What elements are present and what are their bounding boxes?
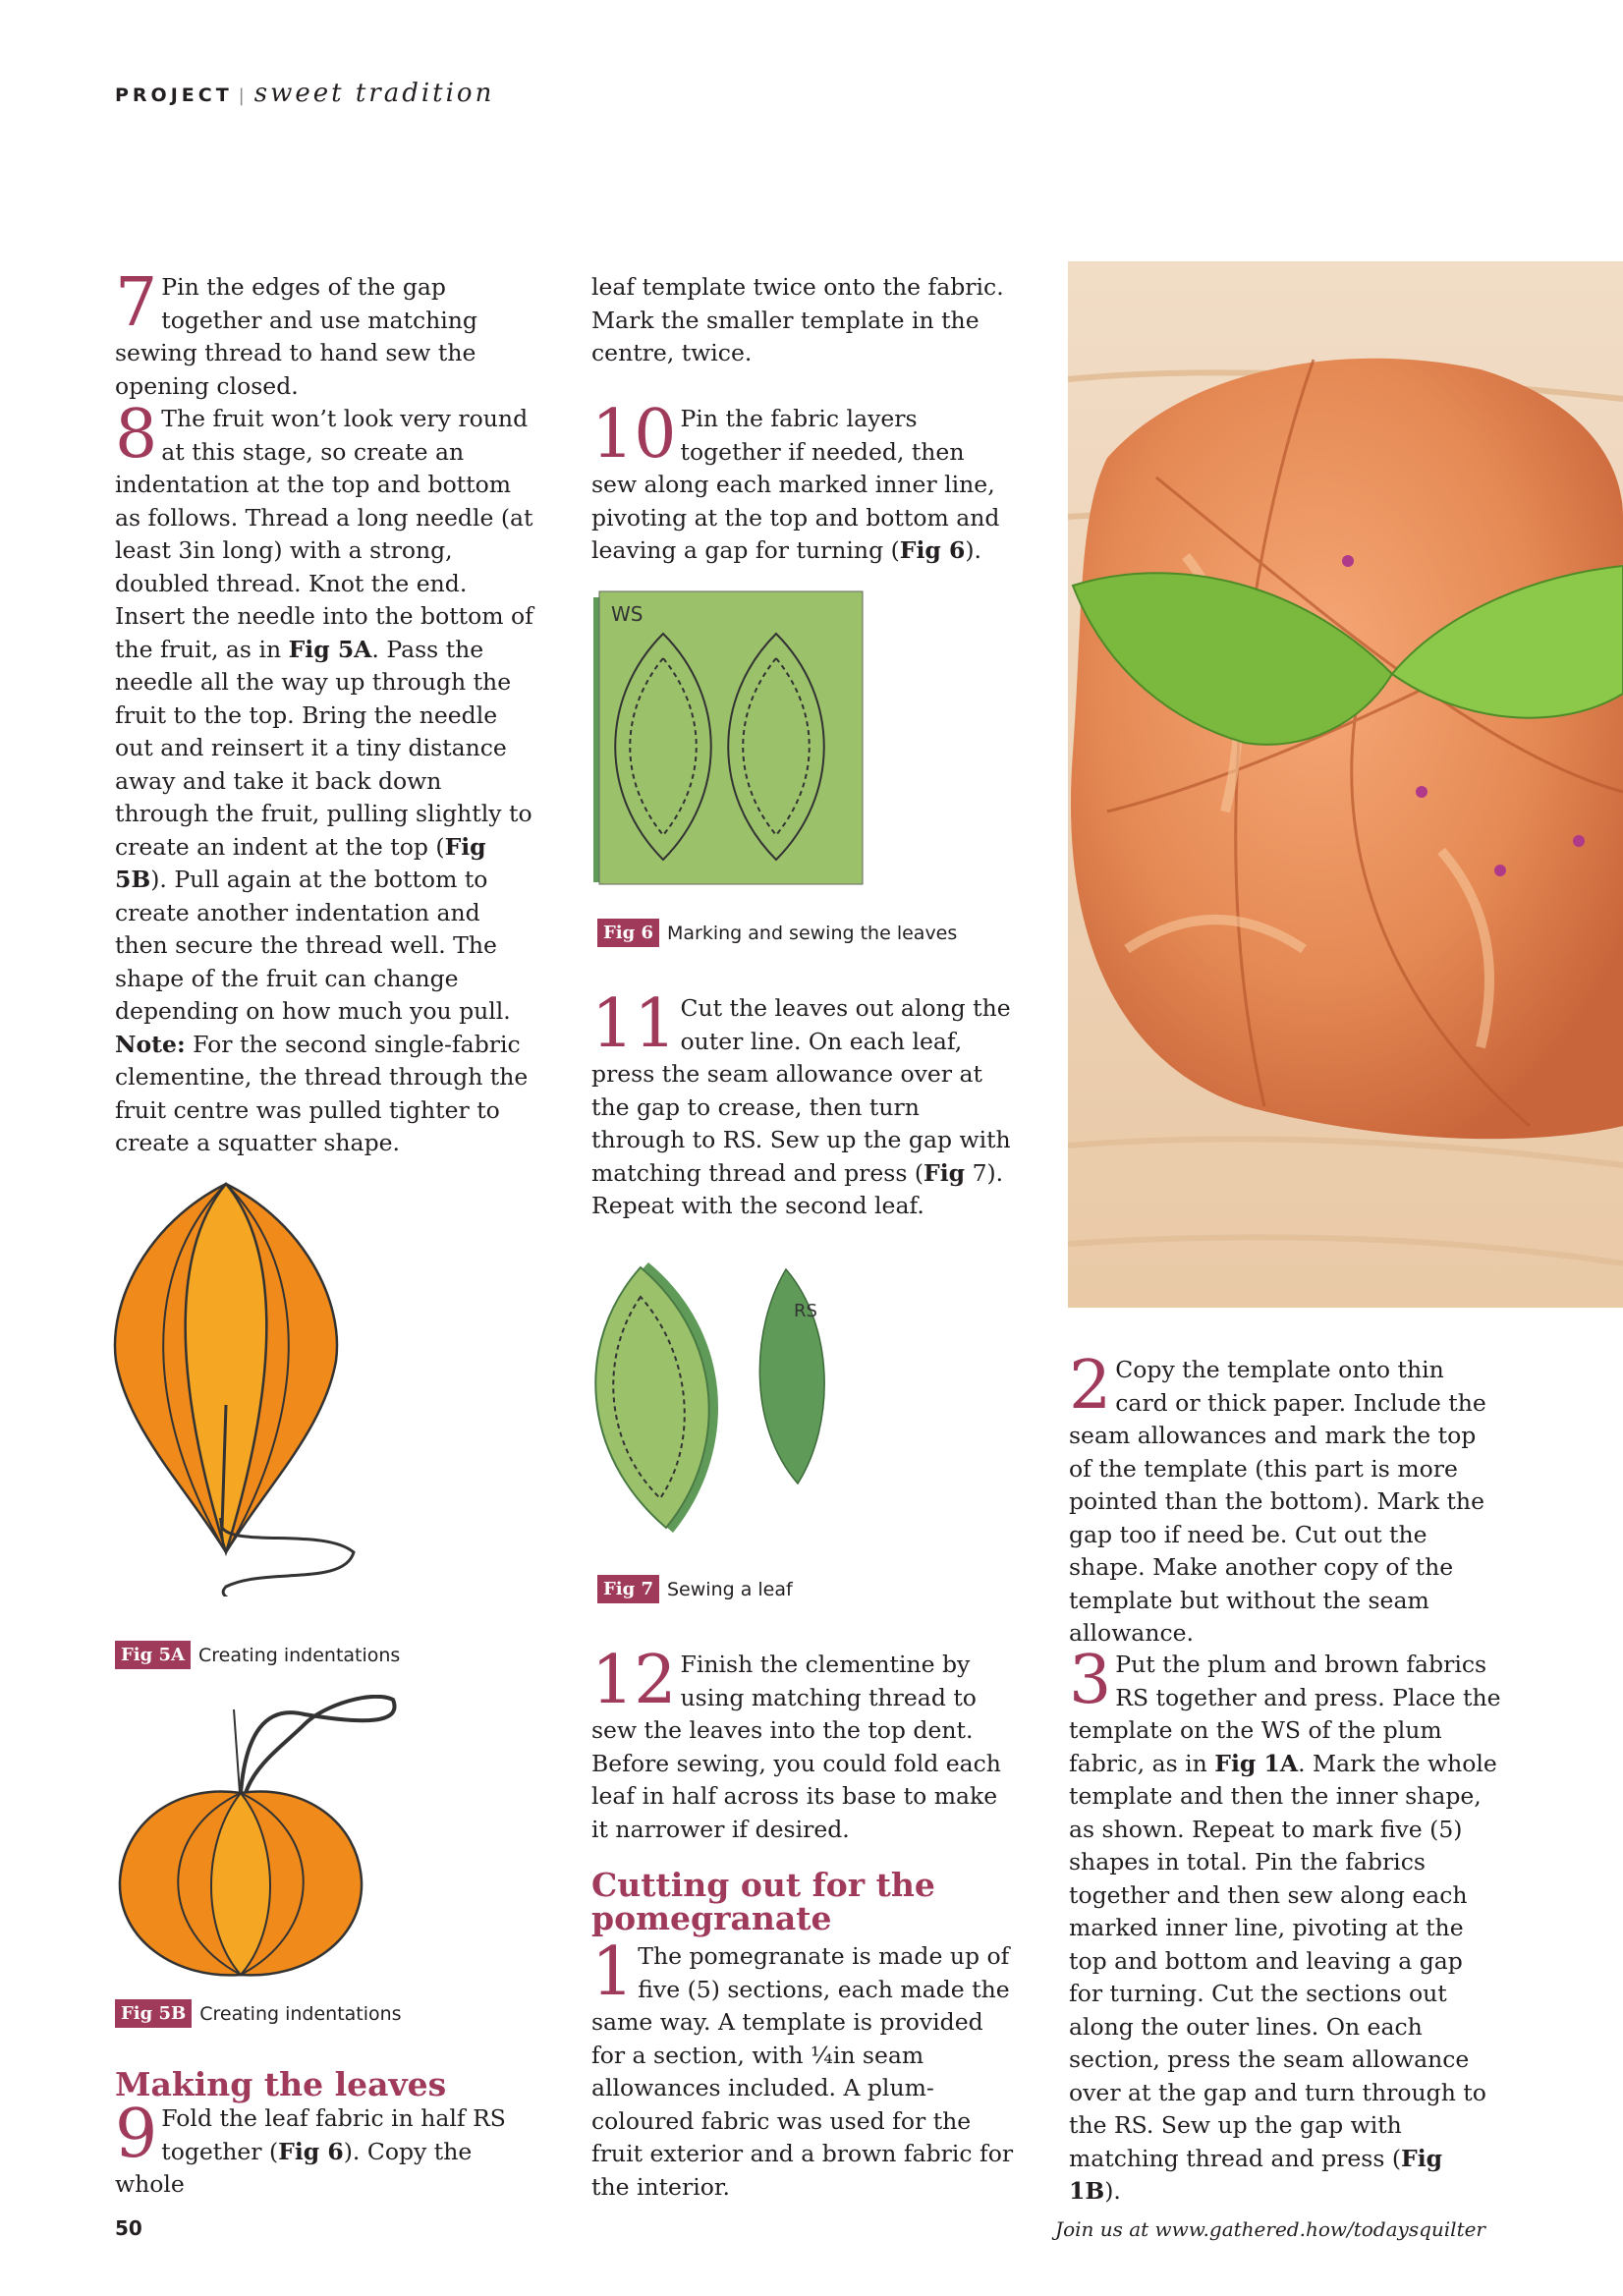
step-number: 3 (1069, 1642, 1112, 1719)
step-text: Put the plum and brown fabrics RS together and press. Place the template on the WS of the plum fabric, as in (1069, 1651, 1501, 1777)
fig-ref: Fig 1B (1069, 2144, 1443, 2205)
fabric-dot (1416, 786, 1427, 798)
footer-link[interactable]: Join us at www.gathered.how/todaysquilter (1055, 2217, 1485, 2241)
heading-cutting-out: Cutting out for the pomegranate (591, 1866, 935, 1937)
step-text: Cut the leaves out along the outer line. On each leaf, press the seam allowance over at the gap to crease, then turn through to RS. Sew up the gap with matching thread and press ( (591, 994, 1011, 1187)
step-text: Finish the clementine by using matching thread to sew the leaves into the top dent. Before sewing, you could fold each leaf in half across its base to make it narrower if desired. (591, 1651, 1001, 1843)
step-text: Pin the fabric layers together if needed, then sew along each marked inner line, pivoting at the top and bottom and leaving a gap for turning ( (591, 405, 1000, 564)
step-12 (591, 1642, 1014, 1846)
pomegranate-step-1 (591, 1933, 1014, 2204)
fig-5b-caption (115, 1999, 402, 2028)
step-text: ). (965, 536, 981, 564)
step-number: 1 (591, 1933, 635, 2011)
step-text: . Pass the needle all the way up through the fruit to the top. Bring the needle out and reinsert it a tiny distance away and take it back down through the fruit, pulling slightly to create an indent at the top ( (115, 635, 532, 861)
step-text: ). Copy the whole (115, 2137, 473, 2198)
fig-ref: Fig 5A (288, 635, 372, 663)
pomegranate-step-2 (1069, 1347, 1501, 1651)
fig-5b-illustration (108, 1695, 403, 1989)
step-8 (115, 396, 537, 1160)
heading-making-leaves: Making the leaves (115, 2065, 447, 2103)
fig-ref: Fig (923, 1158, 966, 1187)
running-header (115, 79, 494, 108)
fig-5a-caption (115, 1641, 400, 1669)
step-text: in seam allowances included. A plum-coloured fabric was used for the fruit exterior and a brown fabric for the interior. (591, 2041, 1014, 2201)
fig-caption: Sewing a leaf (667, 1578, 793, 1600)
page-number: 50 (115, 2216, 142, 2240)
step-text: ). Pull again at the bottom to create another indentation and then secure the thread well. The shape of the fruit can change depending on how much you pull. (115, 866, 511, 1025)
thread (241, 1697, 395, 1793)
fabric-dot (1494, 865, 1506, 876)
section-label: PROJECT (115, 84, 233, 106)
step-7 (115, 264, 528, 403)
step-text: . Mark the whole template and then the inner shape, as shown. Repeat to mark five (5) shapes in total. Pin the fabrics together and then sew along each marked inner line, pivoting at the top and bottom and leaving a gap for turning. Cut the sections out along the outer lines. On each section, press the seam allowance over at the gap and turn through to the RS. Sew up the gap with matching thread and press ( (1069, 1749, 1497, 2172)
step-number: 11 (591, 985, 677, 1063)
step-text: The pomegranate is made up of five (5) sections, each made the same way. A template is provided for a section, with (591, 1942, 1010, 2069)
fig-6-illustration (589, 589, 865, 894)
project-title: sweet tradition (253, 79, 495, 108)
fig-7-caption (597, 1575, 793, 1603)
ws-label: WS (611, 602, 644, 626)
fig-caption: Marking and sewing the leaves (667, 922, 958, 944)
fig-caption: Creating indentations (199, 2002, 402, 2025)
fabric-dot (1573, 835, 1585, 847)
step-text: Fold the leaf fabric in half RS together ( (161, 2104, 506, 2165)
fig-ref: Fig 1A (1214, 1749, 1299, 1777)
step-text: ). (1104, 2177, 1121, 2205)
step-11 (591, 985, 1014, 1223)
fig-ref: Fig 6 (899, 536, 966, 564)
fraction: ¼ (811, 2041, 833, 2069)
fig-tag: Fig 5A (115, 1641, 191, 1669)
step-number: 10 (591, 396, 677, 474)
header-separator: | (238, 85, 249, 106)
fig-7-illustration (589, 1258, 855, 1542)
fig-tag: Fig 7 (597, 1575, 659, 1603)
fabric-dot (1342, 555, 1354, 567)
step-10 (591, 396, 1014, 568)
fig-tag: Fig 5B (115, 1999, 192, 2028)
pomegranate-step-3 (1069, 1642, 1501, 2209)
note-label: Note: (115, 1030, 186, 1058)
step-text: Copy the template onto thin card or thick paper. Include the seam allowances and mark the top of the template (this part is more pointed than the bottom). Mark the gap too if need be. Cut out the shape. Make another copy of the template but without the seam allowance. (1069, 1356, 1486, 1647)
step-text: 7). Repeat with the second leaf. (591, 1158, 1004, 1219)
fig-5a-illustration (108, 1164, 364, 1596)
step-text: For the second single-fabric clementine, the thread through the fruit centre was pulled tighter to create a squatter shape. (115, 1030, 529, 1156)
fig-ref: Fig 5B (115, 832, 486, 893)
step-9 (115, 2096, 537, 2202)
step-9-continued: leaf template twice onto the fabric. Mark the smaller template in the centre, twice. (591, 273, 1004, 366)
fruit-body (1071, 359, 1623, 1139)
rs-label: RS (794, 1301, 817, 1321)
clementine-photo (1068, 261, 1623, 1308)
needle (234, 1709, 240, 1793)
step-number: 9 (115, 2096, 158, 2173)
step-text: Pin the edges of the gap together and use matching sewing thread to hand sew the opening closed. (115, 273, 477, 400)
fig-caption: Creating indentations (197, 1644, 401, 1666)
fig-6-caption (597, 919, 957, 947)
step-number: 12 (591, 1642, 677, 1719)
step-number: 2 (1069, 1347, 1112, 1425)
fig-tag: Fig 6 (597, 919, 659, 947)
fig-ref: Fig 6 (278, 2137, 344, 2165)
step-number: 7 (115, 264, 158, 342)
step-number: 8 (115, 396, 158, 474)
step-text: The fruit won’t look very round at this stage, so create an indentation at the top and bottom as follows. Thread a long needle (at least 3in long) with a strong, doubled thread. Knot the end. Insert the needle into the bottom of the fruit, as in (115, 405, 533, 663)
